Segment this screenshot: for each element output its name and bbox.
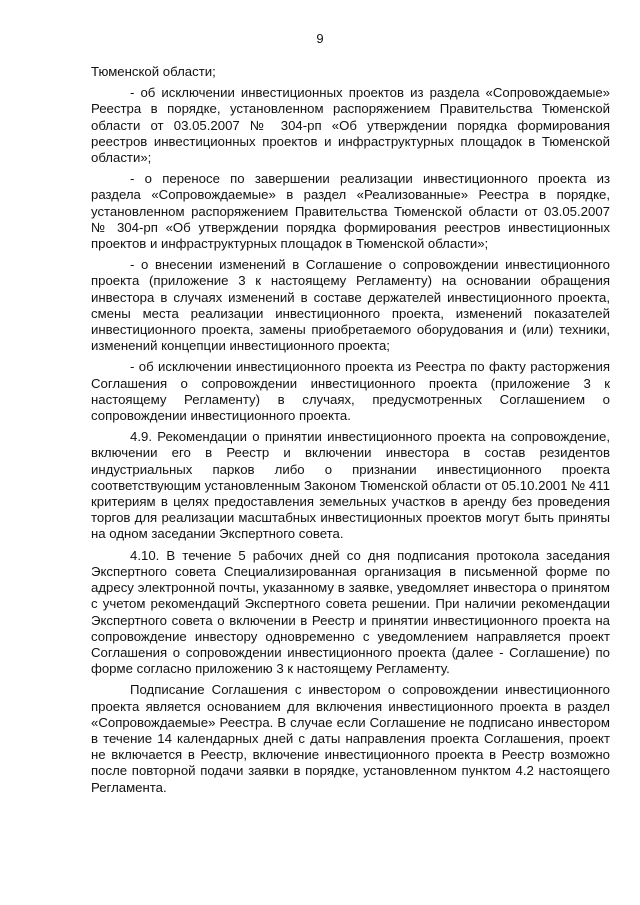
paragraph-exclusion-projects: - об исключении инвестиционных проектов из раздела «Сопровождаемые» Реестра в порядке, установленном распоряжением Правительства Тюменской области от 03.05.2007 № 304-рп «Об утверждении порядка формирования реестров инвестиционных проектов и инфраструктурных площадок в Тюменской области»; [91, 85, 610, 166]
paragraph-agreement-signing: Подписание Соглашения с инвестором о сопровождении инвестиционного проекта является основанием для включения инвестиционного проекта в раздел «Сопровождаемые» Реестра. В случае если Соглашение не подписано инвестором в течение 14 календарных дней с даты направления проекта Соглашения, проект не включается в Реестр, включение инвестиционного проекта в Реестр возможно после повторной подачи заявки в порядке, установленном пунктом 4.2 настоящего Регламента. [91, 682, 610, 795]
paragraph-section-4-10: 4.10. В течение 5 рабочих дней со дня подписания протокола заседания Экспертного совета Специализированная организация в письменной форме по адресу электронной почты, указанному в заявке, уведомляет инвестора о принятом с учетом рекомендаций Экспертного совета решении. При наличии рекомендации Экспертного совета о включении в Реестр и принятии инвестиционного проекта на сопровождение инвестору одновременно с уведомлением направляется проект Соглашения о сопровождении инвестиционного проекта (далее - Соглашение) по форме согласно приложению 3 к настоящему Регламенту. [91, 547, 610, 677]
paragraph-transfer-realized: - о переносе по завершении реализации инвестиционного проекта из раздела «Сопровождаемые» в раздел «Реализованные» Реестра в порядке, установленном распоряжением Правительства Тюменской области от 03.05.2007 № 304-рп «Об утверждении порядка формирования реестров инвестиционных проектов и инфраструктурных площадок в Тюменской области»; [91, 171, 610, 252]
paragraph-exclusion-termination: - об исключении инвестиционного проекта из Реестра по факту расторжения Соглашения о сопровождении инвестиционного проекта (приложение 3 к настоящему Регламенту) в случаях, предусмотренных Соглашением о сопровождении инвестиционного проекта. [91, 359, 610, 424]
document-body [91, 64, 610, 801]
page-number: 9 [316, 31, 324, 46]
paragraph-agreement-changes: - о внесении изменений в Соглашение о сопровождении инвестиционного проекта (приложение 3 к настоящему Регламенту) на основании обращения инвестора в случаях изменений в составе держателей инвестиционного проекта, смены места реализации инвестиционного проекта, изменений показателей инвестиционного проекта, замены приобретаемого оборудования и (или) техники, изменений концепции инвестиционного проекта; [91, 257, 610, 354]
paragraph-section-4-9: 4.9. Рекомендации о принятии инвестиционного проекта на сопровождение, включении его в Реестр и включении инвестора в состав резидентов индустриальных парков либо о признании инвестиционного проекта соответствующим установленным Законом Тюменской области от 05.10.2001 № 411 критериям в целях предоставления земельных участков в аренду без проведения торгов для реализации масштабных инвестиционных проектов могут быть приняты на одном заседании Экспертного совета. [91, 429, 610, 542]
paragraph-continuation: Тюменской области; [91, 64, 216, 79]
